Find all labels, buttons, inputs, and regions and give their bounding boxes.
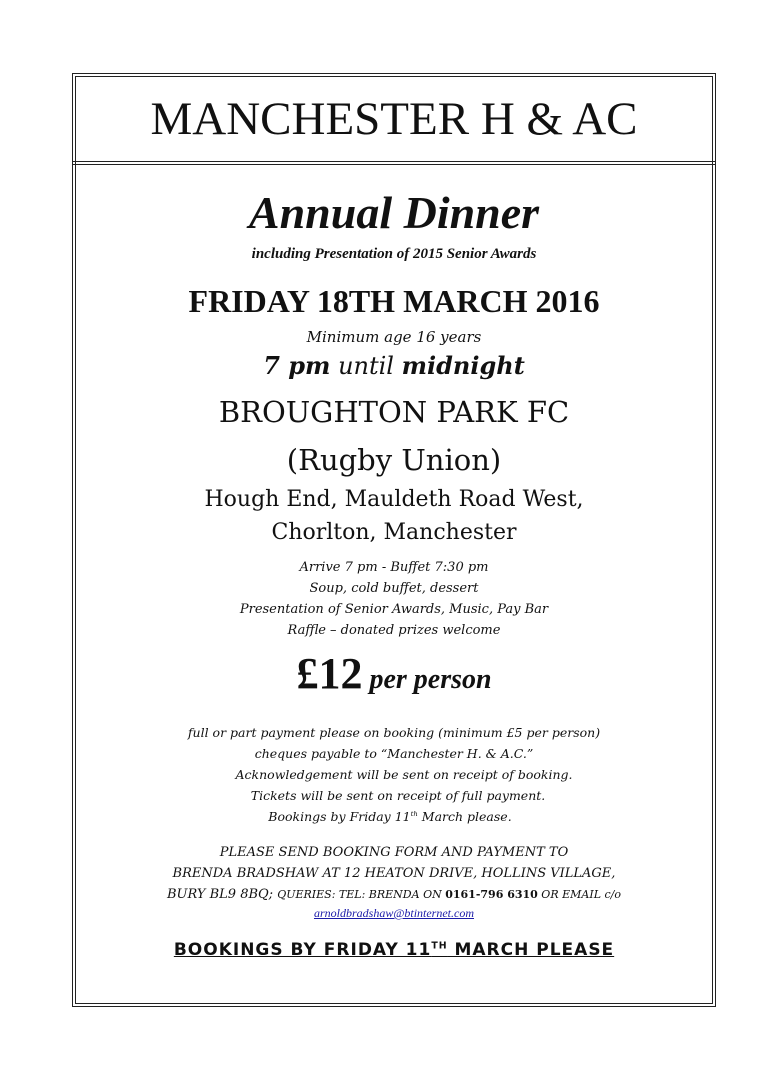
header-divider <box>72 161 716 165</box>
deadline-text-post: March please. <box>417 809 512 824</box>
age-limit: Minimum age 16 years <box>306 328 482 346</box>
footer-sup: TH <box>431 940 448 952</box>
contact-email-row <box>76 906 712 921</box>
price-unit: per person <box>369 664 492 695</box>
venue-type: (Rugby Union) <box>286 443 502 477</box>
event-title: Annual Dinner <box>248 187 540 238</box>
contact-queries: QUERIES: TEL: BRENDA ON <box>277 888 446 901</box>
contact-line-1: PLEASE SEND BOOKING FORM AND PAYMENT TO <box>219 845 569 860</box>
payment-line: full or part payment please on booking (minimum £5 per person) <box>187 725 601 740</box>
footer-text: BOOKINGS BY FRIDAY 11 <box>173 940 432 960</box>
deadline-text: Bookings by Friday 11 <box>268 809 411 824</box>
deadline-sup: th <box>410 809 418 818</box>
payment-line: cheques payable to “Manchester H. & A.C.” <box>254 746 534 761</box>
payment-line: Acknowledgement will be sent on receipt of booking. <box>235 767 573 782</box>
price <box>76 648 712 699</box>
contact-phone: 0161-796 6310 <box>445 888 538 901</box>
time-end: midnight <box>401 351 525 380</box>
detail-line: Presentation of Senior Awards, Music, Pay Bar <box>239 602 549 617</box>
detail-line: Arrive 7 pm - Buffet 7:30 pm <box>299 560 489 575</box>
contact-postcode: BURY BL9 8BQ; <box>167 887 278 902</box>
event-subtitle: including Presentation of 2015 Senior Awards <box>251 246 537 262</box>
footer-text-post: MARCH PLEASE <box>447 940 615 960</box>
email-link[interactable]: arnoldbradshaw@btinternet.com <box>313 906 475 920</box>
time-until: until <box>338 352 394 380</box>
event-time <box>76 351 712 380</box>
detail-line: Soup, cold buffet, dessert <box>309 581 479 596</box>
venue-name: BROUGHTON PARK FC <box>218 395 570 429</box>
contact-line-3 <box>76 887 712 902</box>
venue-address-1: Hough End, Mauldeth Road West, <box>204 487 584 512</box>
event-date: FRIDAY 18TH MARCH 2016 <box>188 283 600 319</box>
footer-deadline <box>76 940 712 960</box>
payment-line: Tickets will be sent on receipt of full payment. <box>250 788 546 803</box>
time-start: 7 pm <box>263 351 331 380</box>
booking-deadline <box>72 809 708 824</box>
contact-email-label: OR EMAIL c/o <box>537 888 621 901</box>
detail-line: Raffle – donated prizes welcome <box>287 623 501 638</box>
venue-address-2: Chorlton, Manchester <box>271 520 517 545</box>
club-title: MANCHESTER H & AC <box>150 93 638 145</box>
contact-line-2: BRENDA BRADSHAW AT 12 HEATON DRIVE, HOLLINS VILLAGE, <box>172 866 616 881</box>
price-amount: £12 <box>296 649 363 698</box>
